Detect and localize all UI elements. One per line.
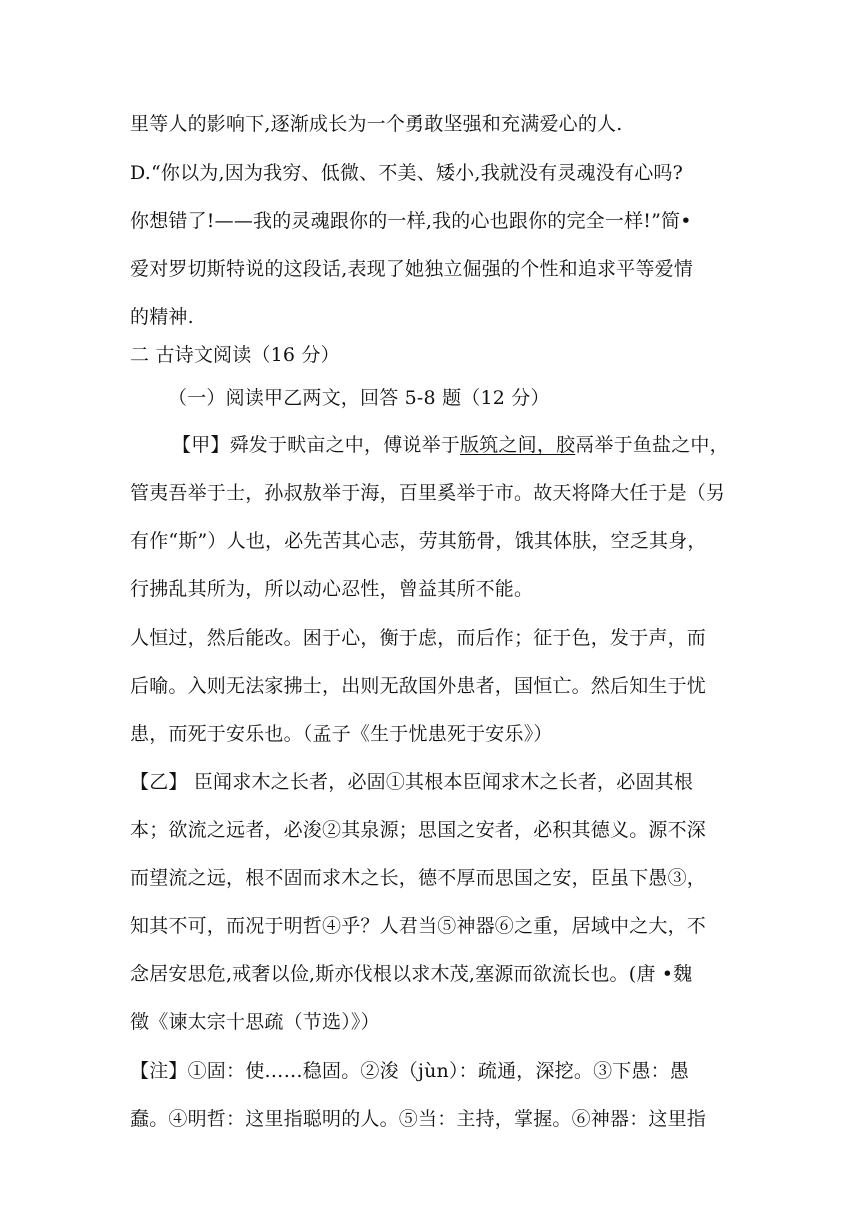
text-line: 人恒过，然后能改。困于心，衡于虑，而后作；征于色，发于声，而 xyxy=(130,627,707,649)
passage-jia-first-line xyxy=(172,431,778,459)
text-line: 有作“斯”）人也，必先苦其心志，劳其筋骨，饿其体肤，空乏其身， xyxy=(130,530,707,552)
text-line: 而望流之远，根不固而求木之长，德不厚而思国之安，臣虽下愚③， xyxy=(130,867,707,889)
text-line: 管夷吾举于士，孙叔敖举于海，百里奚举于市。故天将降大任于是（另 xyxy=(130,482,726,504)
notes-line: 【注】①固：使……稳固。②浚（jùn）：疏通，深挖。③下愚：愚 xyxy=(130,1060,690,1082)
passage-jia-prefix: 【甲】舜发于畎亩之中，傅说举于 xyxy=(172,434,461,456)
text-line: 患，而死于安乐也。（孟子《生于忧患死于安乐》） xyxy=(130,723,553,745)
passage-jia-suffix: 鬲举于鱼盐之中， xyxy=(575,434,729,456)
text-line: 的精神. xyxy=(130,306,194,328)
subsection-heading: （一）阅读甲乙两文，回答 5-8 题（12 分） xyxy=(168,387,550,409)
option-d-line: D.“你以为,因为我穷、低微、不美、矮小,我就没有灵魂没有心吗? xyxy=(130,162,683,184)
section-heading: 二 古诗文阅读（16 分） xyxy=(130,344,340,366)
passage-yi-first-line: 【乙】 臣闻求木之长者，必固①其根本臣闻求木之长者，必固其根 xyxy=(130,771,694,793)
text-line: 行拂乱其所为，所以动心忍性，曾益其所不能。 xyxy=(130,578,534,600)
text-line: 爱对罗切斯特说的这段话,表现了她独立倔强的个性和追求平等爱情 xyxy=(130,258,694,280)
text-line: 后喻。入则无法家拂士，出则无敌国外患者，国恒亡。然后知生于忧 xyxy=(130,675,707,697)
text-line: 徵《谏太宗十思疏（节选）》） xyxy=(130,1011,380,1033)
underlined-phrase: 版筑之间，胶 xyxy=(460,434,576,456)
text-line: 念居安思危,戒奢以俭,斯亦伐根以求木茂,塞源而欲流长也。(唐 •魏 xyxy=(130,963,693,985)
text-line: 里等人的影响下,逐渐成长为一个勇敢坚强和充满爱心的人. xyxy=(130,113,623,135)
text-line: 本；欲流之远者，必浚②其泉源；思国之安者，必积其德义。源不深 xyxy=(130,819,707,841)
text-line: 你想错了!——我的灵魂跟你的一样,我的心也跟你的完全一样!”简• xyxy=(130,210,692,232)
text-line: 知其不可，而况于明哲④乎？人君当⑤神器⑥之重，居域中之大，不 xyxy=(130,915,707,937)
notes-line: 蠢。④明哲：这里指聪明的人。⑤当：主持，掌握。⑥神器：这里指 xyxy=(130,1108,707,1130)
